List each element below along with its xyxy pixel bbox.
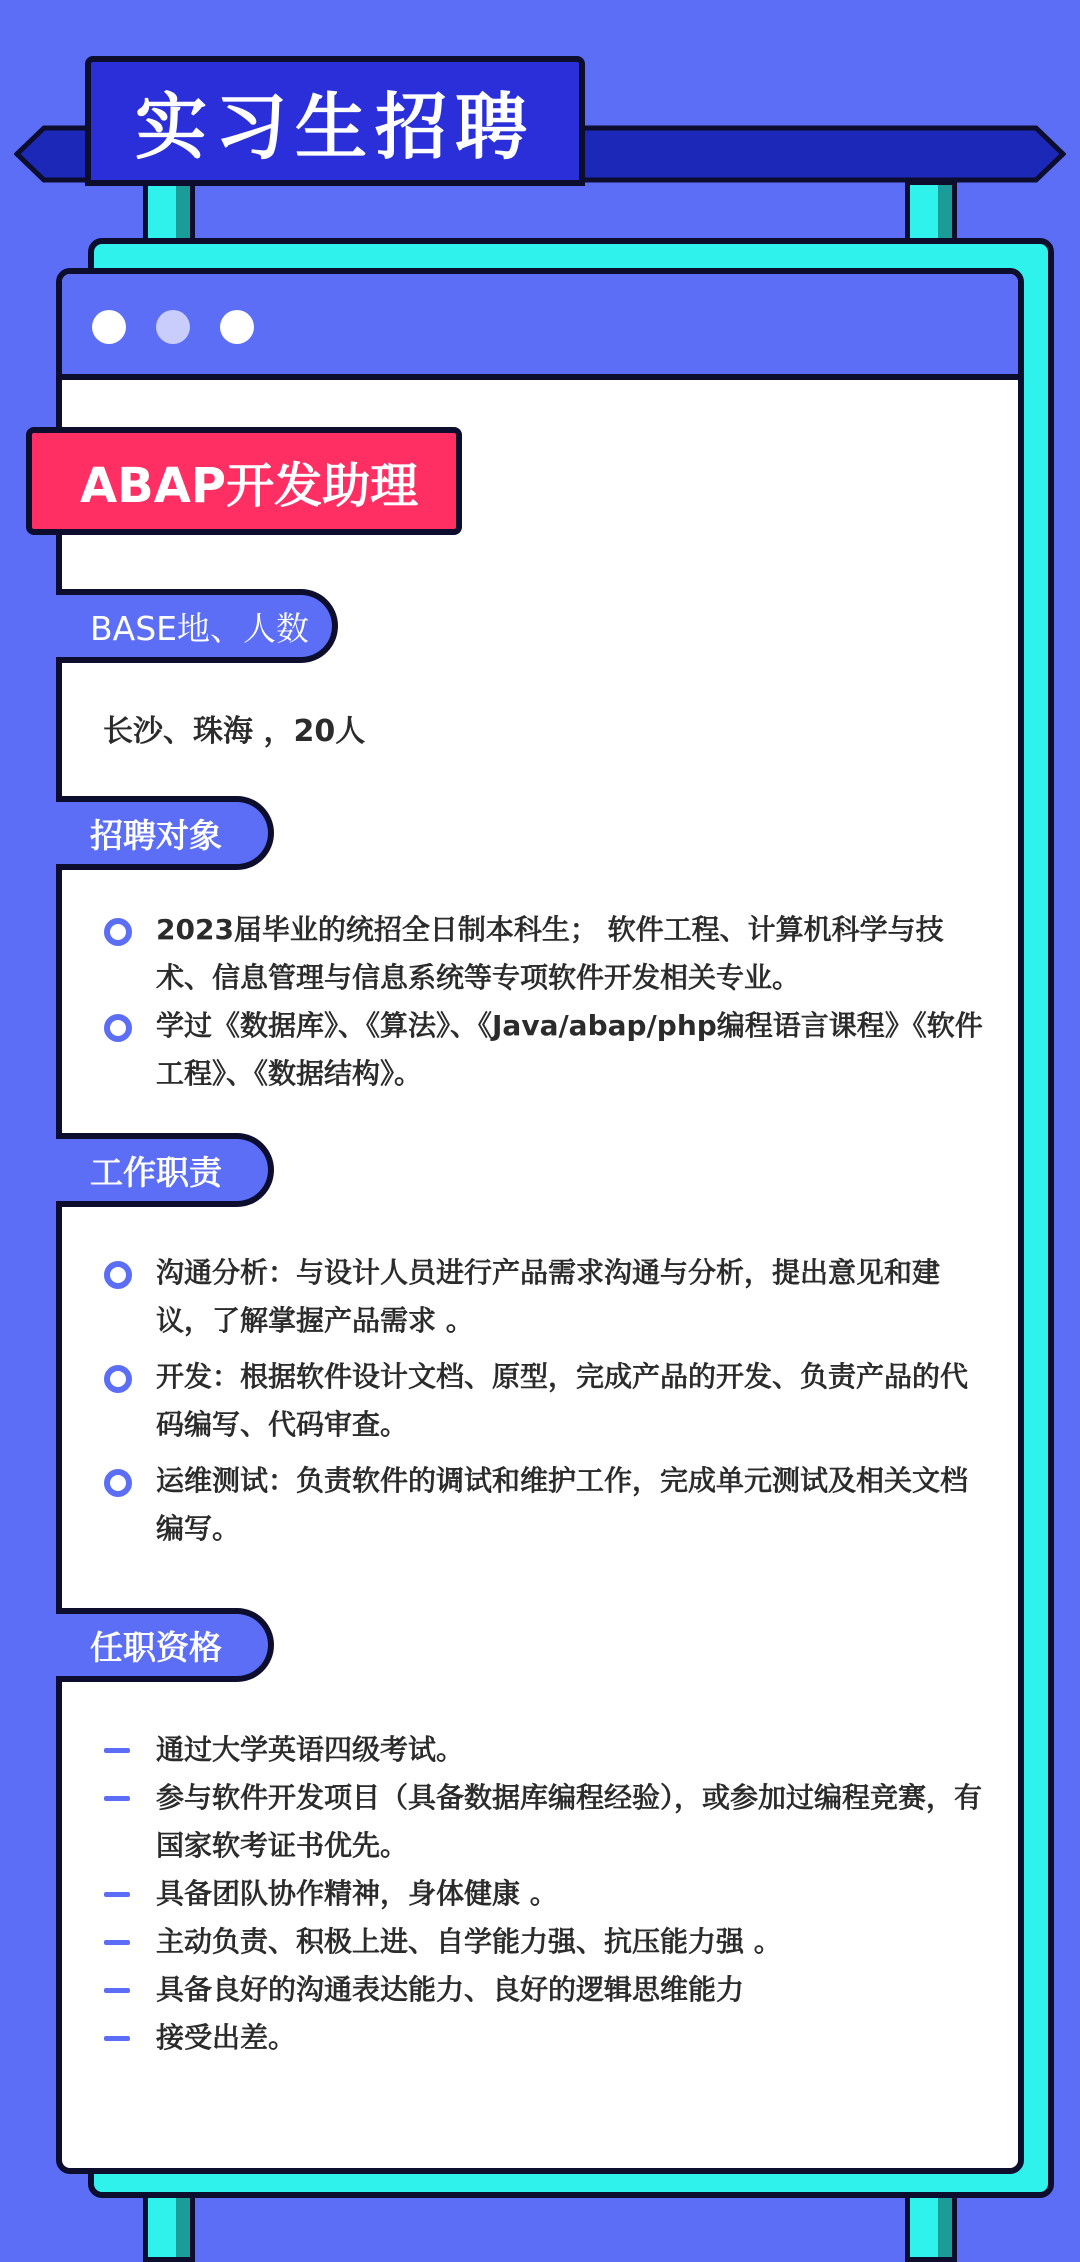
window-dot [92, 310, 126, 344]
dash-bullet-icon [104, 2036, 130, 2041]
list-item-text: 通过大学英语四级考试。 [156, 1733, 465, 1766]
base-location-count: 长沙、珠海 ，20人 [103, 714, 366, 749]
dash-bullet-icon [104, 1748, 130, 1753]
banner-title-box [85, 56, 585, 186]
post-top-left [143, 180, 195, 244]
list-item [100, 1726, 990, 1774]
banner-title: 实习生招聘 [134, 85, 535, 169]
list-item-text: 接受出差。 [156, 2021, 297, 2054]
list-item-text: 学过《数据库》、《算法》、《Java/abap/php编程语言课程》《软件工程》、《数据结构》。 [156, 1009, 983, 1090]
list-item [100, 1457, 990, 1553]
list-item [100, 1249, 990, 1345]
list-item-text: 开发：根据软件设计文档、原型，完成产品的开发、负责产品的代码编写、代码审查。 [156, 1360, 969, 1441]
window-dot [220, 310, 254, 344]
job-title: ABAP开发助理 [80, 457, 419, 514]
dash-bullet-icon [104, 1988, 130, 1993]
list-item [100, 2014, 990, 2062]
list-item [100, 1774, 990, 1870]
list-item [100, 1870, 990, 1918]
list-item-text: 运维测试：负责软件的调试和维护工作，完成单元测试及相关文档编写。 [156, 1464, 969, 1545]
circle-bullet-icon [104, 918, 132, 946]
section-heading-target [56, 796, 274, 870]
dash-bullet-icon [104, 1940, 130, 1945]
post-bottom-left [143, 2192, 195, 2262]
list-item-text: 2023届毕业的统招全日制本科生； 软件工程、计算机科学与技术、信息管理与信息系统等专项软件开发相关专业。 [156, 913, 944, 994]
section-heading-label: 工作职责 [90, 1152, 222, 1192]
section-heading-base [56, 589, 338, 663]
list-item [100, 1002, 990, 1098]
list-item-text: 主动负责、积极上进、自学能力强、抗压能力强 。 [156, 1925, 782, 1958]
list-item-text: 具备良好的沟通表达能力、良好的逻辑思维能力 [156, 1973, 745, 2006]
section-heading-label: 任职资格 [90, 1627, 222, 1667]
post-bottom-right [905, 2192, 957, 2262]
list-item-text: 沟通分析：与设计人员进行产品需求沟通与分析，提出意见和建议，了解掌握产品需求 。 [156, 1256, 941, 1337]
list-item-text: 参与软件开发项目（具备数据库编程经验），或参加过编程竞赛，有国家软考证书优先。 [156, 1781, 983, 1862]
circle-bullet-icon [104, 1469, 132, 1497]
list-item [100, 1966, 990, 2014]
job-title-box [26, 427, 462, 535]
post-top-right [905, 180, 957, 244]
section-heading-qualifications [56, 1608, 274, 1682]
dash-bullet-icon [104, 1892, 130, 1897]
section-heading-duties [56, 1133, 274, 1207]
circle-bullet-icon [104, 1014, 132, 1042]
target-list [100, 906, 990, 1098]
window-dot [156, 310, 190, 344]
list-item [100, 1918, 990, 1966]
duties-list [100, 1249, 990, 1553]
qualifications-list [100, 1726, 990, 2062]
board-header [62, 274, 1018, 380]
section-heading-label: 招聘对象 [90, 815, 222, 855]
dash-bullet-icon [104, 1796, 130, 1801]
circle-bullet-icon [104, 1365, 132, 1393]
list-item [100, 1353, 990, 1449]
list-item [100, 906, 990, 1002]
section-heading-label: BASE地、人数 [90, 608, 310, 648]
circle-bullet-icon [104, 1261, 132, 1289]
list-item-text: 具备团队协作精神，身体健康 。 [156, 1877, 558, 1910]
